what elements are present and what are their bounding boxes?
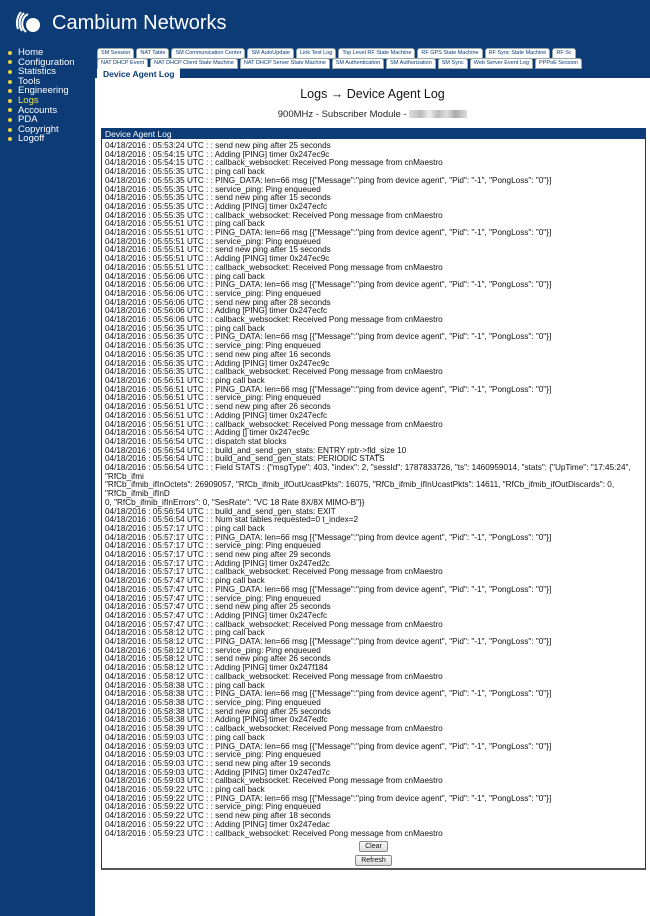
log-entry: 04/18/2016 : 05:58:39 UTC : : callback_websocket: Received Pong message from cnMaestro	[105, 724, 443, 734]
sidebar-item-logoff[interactable]	[8, 134, 95, 144]
log-entry: 04/18/2016 : 05:58:12 UTC : : Adding [PING] timer 0x247f184	[105, 663, 329, 673]
log-entry: 04/18/2016 : 05:55:35 UTC : : ping call back	[105, 167, 265, 177]
sidebar-item-label: Logs	[18, 94, 39, 106]
log-entry: 04/18/2016 : 05:56:06 UTC : : send new ping after 28 seconds	[105, 297, 331, 307]
tab-sm-session[interactable]: SM Session	[97, 48, 134, 59]
tab-nat-dhcp-client-state-machine[interactable]: NAT DHCP Client State Machine	[150, 58, 238, 69]
bullet-icon	[8, 89, 12, 93]
log-entry: 04/18/2016 : 05:58:12 UTC : : service_ping: Ping enqueued	[105, 645, 321, 655]
log-entry: 04/18/2016 : 05:58:12 UTC : : callback_websocket: Received Pong message from cnMaestro	[105, 671, 443, 681]
tab-sm-authentication[interactable]: SM Authentication	[332, 58, 384, 69]
log-entry: 04/18/2016 : 05:57:47 UTC : : PING_DATA: len=66 msg [{"Message":"ping from device agent", "Pid": "-1", "PongLoss": "0"}]	[105, 584, 552, 594]
log-entry: 04/18/2016 : 05:59:03 UTC : : Adding [PING] timer 0x247ed7c	[105, 767, 330, 777]
tab-device-agent-log[interactable]: Device Agent Log	[97, 67, 180, 81]
panel-title: Device Agent Log	[102, 129, 645, 139]
main-content	[95, 46, 650, 916]
log-entry: 04/18/2016 : 05:54:15 UTC : : callback_websocket: Received Pong message from cnMaestro	[105, 158, 443, 168]
log-entry: 04/18/2016 : 05:53:24 UTC : : send new ping after 25 seconds	[105, 141, 331, 150]
sidebar-item-label: Logoff	[18, 133, 45, 145]
log-entry: 04/18/2016 : 05:57:17 UTC : : send new ping after 29 seconds	[105, 550, 331, 560]
bullet-icon	[8, 128, 12, 132]
log-entry: 04/18/2016 : 05:57:17 UTC : : callback_websocket: Received Pong message from cnMaestro	[105, 567, 443, 577]
tab-nat-table[interactable]: NAT Table	[136, 48, 169, 59]
tab-rf-sc[interactable]: RF Sc	[552, 48, 575, 59]
log-entry: 04/18/2016 : 05:59:22 UTC : : Adding [PING] timer 0x247edac	[105, 819, 330, 829]
device-subtitle	[95, 109, 650, 120]
log-entry: 04/18/2016 : 05:56:35 UTC : : ping call back	[105, 323, 265, 333]
log-tabs	[95, 46, 650, 78]
brand-name: Cambium Networks	[52, 11, 227, 34]
tab-sm-sync[interactable]: SM Sync	[438, 58, 468, 69]
log-entry: 04/18/2016 : 05:58:38 UTC : : PING_DATA: len=66 msg [{"Message":"ping from device agent", "Pid": "-1", "PongLoss": "0"}]	[105, 689, 552, 699]
log-entry: 04/18/2016 : 05:56:54 UTC : : build_and_send_gen_stats: PERIODIC STATS	[105, 454, 385, 464]
log-entry: 04/18/2016 : 05:56:35 UTC : : callback_websocket: Received Pong message from cnMaestro	[105, 367, 443, 377]
log-entry: 04/18/2016 : 05:54:15 UTC : : Adding [PING] timer 0x247ec9c	[105, 149, 330, 159]
bullet-icon	[8, 60, 12, 64]
sidebar-nav	[0, 48, 95, 144]
log-entry: 04/18/2016 : 05:56:35 UTC : : PING_DATA: len=66 msg [{"Message":"ping from device agent", "Pid": "-1", "PongLoss": "0"}]	[105, 332, 552, 342]
sidebar-item-label: Configuration	[18, 56, 75, 68]
log-entry: 04/18/2016 : 05:57:47 UTC : : ping call back	[105, 576, 265, 586]
log-entry: 04/18/2016 : 05:56:51 UTC : : send new ping after 26 seconds	[105, 402, 331, 412]
log-entry: 04/18/2016 : 05:55:51 UTC : : send new ping after 15 seconds	[105, 245, 331, 255]
sidebar-item-label: Engineering	[18, 85, 69, 97]
sidebar-item-label: Tools	[18, 75, 41, 87]
log-entry: 04/18/2016 : 05:57:17 UTC : : Adding [PING] timer 0x247ed2c	[105, 558, 330, 568]
log-entry: 04/18/2016 : 05:56:51 UTC : : ping call back	[105, 375, 265, 385]
log-entry: 04/18/2016 : 05:57:47 UTC : : callback_websocket: Received Pong message from cnMaestro	[105, 619, 443, 629]
bullet-icon	[8, 118, 12, 122]
device-agent-log-panel	[101, 128, 646, 870]
log-entry: 04/18/2016 : 05:56:54 UTC : : build_and_send_gen_stats: EXIT	[105, 506, 336, 516]
page-title: Logs → Device Agent Log	[300, 87, 445, 101]
tab-sm-communication-center[interactable]: SM Communication Center	[171, 48, 245, 59]
clear-button[interactable]: Clear	[359, 841, 388, 852]
tab-pppoe-session[interactable]: PPPoE Session	[535, 58, 582, 69]
log-entry: 04/18/2016 : 05:57:47 UTC : : send new ping after 25 seconds	[105, 602, 331, 612]
log-entry: 04/18/2016 : 05:59:03 UTC : : PING_DATA: len=66 msg [{"Message":"ping from device agent", "Pid": "-1", "PongLoss": "0"}]	[105, 741, 552, 751]
tab-web-server-event-log[interactable]: Web Server Event Log	[470, 58, 533, 69]
log-entry: 04/18/2016 : 05:56:54 UTC : : Num stat tables requested=0 t_index=2	[105, 515, 359, 525]
log-entry: 04/18/2016 : 05:55:35 UTC : : PING_DATA: len=66 msg [{"Message":"ping from device agent", "Pid": "-1", "PongLoss": "0"}]	[105, 175, 552, 185]
log-entry: 04/18/2016 : 05:55:51 UTC : : PING_DATA: len=66 msg [{"Message":"ping from device agent", "Pid": "-1", "PongLoss": "0"}]	[105, 228, 552, 238]
log-entry: 04/18/2016 : 05:55:35 UTC : : send new ping after 15 seconds	[105, 193, 331, 203]
tab-link-test-log[interactable]: Link Test Log	[296, 48, 336, 59]
log-entry: 04/18/2016 : 05:59:22 UTC : : send new ping after 18 seconds	[105, 811, 331, 821]
log-entry: 04/18/2016 : 05:56:35 UTC : : Adding [PING] timer 0x247ec9c	[105, 358, 330, 368]
log-entry: 04/18/2016 : 05:55:51 UTC : : service_ping: Ping enqueued	[105, 236, 321, 246]
tab-sm-authorization[interactable]: SM Authorization	[386, 58, 436, 69]
log-entry: 04/18/2016 : 05:59:03 UTC : : ping call back	[105, 732, 265, 742]
log-entry: 04/18/2016 : 05:57:47 UTC : : Adding [PING] timer 0x247ecfc	[105, 610, 328, 620]
tab-rf-gps-state-machine[interactable]: RF GPS State Machine	[417, 48, 482, 59]
tab-nat-dhcp-event[interactable]: NAT DHCP Event	[97, 58, 148, 69]
log-entry: 04/18/2016 : 05:56:06 UTC : : ping call back	[105, 271, 265, 281]
log-entry: 04/18/2016 : 05:55:51 UTC : : Adding [PING] timer 0x247ec9c	[105, 254, 330, 264]
subtitle-text: 900MHz - Subscriber Module -	[277, 109, 410, 120]
log-entry: 04/18/2016 : 05:56:51 UTC : : service_ping: Ping enqueued	[105, 393, 321, 403]
log-entry: 04/18/2016 : 05:57:17 UTC : : PING_DATA: len=66 msg [{"Message":"ping from device agent", "Pid": "-1", "PongLoss": "0"}]	[105, 532, 552, 542]
bullet-icon	[8, 99, 12, 103]
log-entry: 04/18/2016 : 05:59:22 UTC : : PING_DATA: len=66 msg [{"Message":"ping from device agent", "Pid": "-1", "PongLoss": "0"}]	[105, 793, 552, 803]
bullet-icon	[8, 108, 12, 112]
log-entry: 04/18/2016 : 05:55:51 UTC : : callback_websocket: Received Pong message from cnMaestro	[105, 262, 443, 272]
log-entry: 04/18/2016 : 05:58:38 UTC : : service_ping: Ping enqueued	[105, 698, 321, 707]
bullet-icon	[8, 80, 12, 84]
log-entry: 04/18/2016 : 05:58:12 UTC : : send new ping after 26 seconds	[105, 654, 331, 664]
sidebar-item-label: PDA	[18, 114, 38, 126]
tab-nat-dhcp-server-state-machine[interactable]: NAT DHCP Server State Machine	[240, 58, 330, 69]
log-entry: 04/18/2016 : 05:55:35 UTC : : callback_websocket: Received Pong message from cnMaestro	[105, 210, 443, 220]
log-entry: 04/18/2016 : 05:58:12 UTC : : PING_DATA: len=66 msg [{"Message":"ping from device agent", "Pid": "-1", "PongLoss": "0"}]	[105, 637, 552, 647]
brand-logo[interactable]	[14, 10, 226, 36]
sidebar-item-label: Home	[18, 47, 44, 58]
bullet-icon	[8, 137, 12, 141]
cambium-logo-icon	[14, 10, 44, 36]
tab-sm-autoupdate[interactable]: SM AutoUpdate	[247, 48, 294, 59]
bullet-icon	[8, 51, 12, 55]
log-entry: 04/18/2016 : 05:58:12 UTC : : ping call back	[105, 628, 265, 638]
log-entry: 04/18/2016 : 05:58:38 UTC : : Adding [PING] timer 0x247edfc	[105, 715, 328, 725]
log-entry: 04/18/2016 : 05:59:03 UTC : : callback_websocket: Received Pong message from cnMaestro	[105, 776, 443, 786]
log-entry: 04/18/2016 : 05:56:51 UTC : : Adding [PING] timer 0x247ecfc	[105, 410, 328, 420]
sidebar-item-label: Copyright	[18, 123, 59, 135]
log-entry: 04/18/2016 : 05:56:54 UTC : : Adding [] timer 0x247ec9c	[105, 428, 310, 438]
log-entry: 04/18/2016 : 05:59:03 UTC : : send new ping after 19 seconds	[105, 758, 331, 768]
tab-top-level-rf-state-machine[interactable]: Top Level RF State Machine	[338, 48, 415, 59]
log-actions	[102, 838, 645, 868]
refresh-button[interactable]: Refresh	[355, 855, 392, 866]
log-entry: 04/18/2016 : 05:59:03 UTC : : service_ping: Ping enqueued	[105, 750, 321, 760]
log-entry: 04/18/2016 : 05:59:23 UTC : : callback_websocket: Received Pong message from cnMaestro	[105, 828, 443, 838]
log-entry: 04/18/2016 : 05:58:38 UTC : : send new ping after 25 seconds	[105, 706, 331, 716]
log-entry: 04/18/2016 : 05:56:06 UTC : : callback_websocket: Received Pong message from cnMaestro	[105, 315, 443, 325]
log-entry: 04/18/2016 : 05:56:54 UTC : : build_and_send_gen_stats: ENTRY rptr->fld_size 10	[105, 445, 407, 455]
log-entry: 04/18/2016 : 05:56:06 UTC : : Adding [PING] timer 0x247ecfc	[105, 306, 328, 316]
sidebar-item-label: Statistics	[18, 66, 57, 78]
log-entry: 04/18/2016 : 05:57:17 UTC : : ping call back	[105, 523, 265, 533]
log-entry: 04/18/2016 : 05:59:22 UTC : : service_ping: Ping enqueued	[105, 802, 321, 812]
log-entry: 04/18/2016 : 05:56:35 UTC : : send new ping after 16 seconds	[105, 349, 331, 359]
log-entry: 04/18/2016 : 05:55:35 UTC : : service_ping: Ping enqueued	[105, 184, 321, 194]
log-entry: 04/18/2016 : 05:56:06 UTC : : service_ping: Ping enqueued	[105, 288, 321, 298]
log-entry: 04/18/2016 : 05:56:35 UTC : : service_ping: Ping enqueued	[105, 341, 321, 351]
tab-rf-sync-state-machine[interactable]: RF Sync State Machine	[485, 48, 551, 59]
log-entry: 04/18/2016 : 05:56:54 UTC : : Field STATS : {"msgType": 403, "index": 2, "sessId": 1787833726, "ts": 1460959014, "stats": {"UpTime": "17:45:24", "RfCb_ifmi "RfCb_ifmib_ifInOctets": 26909057, "RfCb_ifmib_ifOutUcastPkts": 16075, "RfCb_ifmib_ifInUcastPkts": 14611, "RfCb_ifmib_ifOutDiscards": 0, "RfCb_ifmib_ifInD 0, "RfCb_ifmib_ifInErrors": 0, "SesRate": "VC 18 Rate 8X/8X MIMO-B"}}	[105, 463, 631, 507]
log-entry: 04/18/2016 : 05:58:38 UTC : : ping call back	[105, 680, 265, 690]
log-entry: 04/18/2016 : 05:59:22 UTC : : ping call back	[105, 785, 265, 795]
bullet-icon	[8, 70, 12, 74]
log-entry: 04/18/2016 : 05:56:06 UTC : : PING_DATA: len=66 msg [{"Message":"ping from device agent", "Pid": "-1", "PongLoss": "0"}]	[105, 280, 552, 290]
log-entry: 04/18/2016 : 05:55:35 UTC : : Adding [PING] timer 0x247ecfc	[105, 201, 328, 211]
log-entry: 04/18/2016 : 05:55:51 UTC : : ping call back	[105, 219, 265, 229]
log-entries	[102, 139, 645, 838]
log-entry: 04/18/2016 : 05:57:17 UTC : : service_ping: Ping enqueued	[105, 541, 321, 551]
log-entry: 04/18/2016 : 05:56:51 UTC : : callback_websocket: Received Pong message from cnMaestro	[105, 419, 443, 429]
log-entry: 04/18/2016 : 05:57:47 UTC : : service_ping: Ping enqueued	[105, 593, 321, 603]
log-entry: 04/18/2016 : 05:56:51 UTC : : PING_DATA: len=66 msg [{"Message":"ping from device agent", "Pid": "-1", "PongLoss": "0"}]	[105, 384, 552, 394]
log-entry: 04/18/2016 : 05:56:54 UTC : : dispatch stat blocks	[105, 436, 287, 446]
sidebar-item-label: Accounts	[18, 104, 58, 116]
header	[0, 0, 650, 46]
redacted-ip	[409, 110, 467, 118]
